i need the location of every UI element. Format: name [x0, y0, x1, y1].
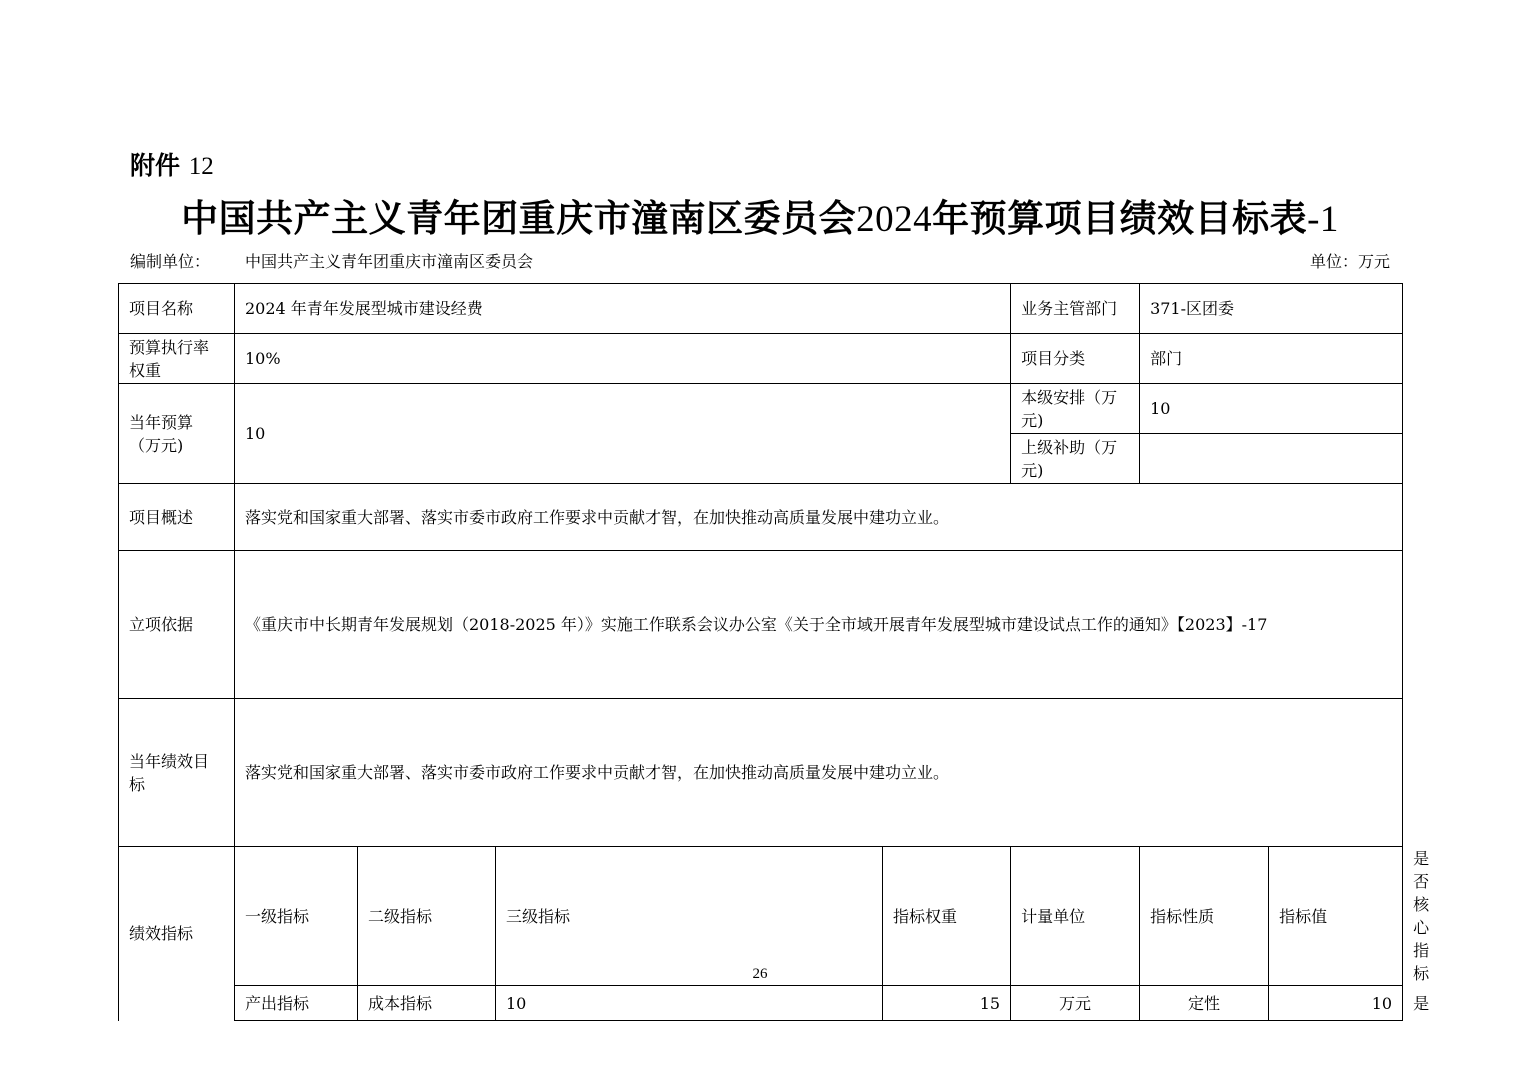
basis-value: 《重庆市中长期青年发展规划（2018-2025 年）》实施工作联系会议办公室《关于全市域开展青年发展型城市建设试点工作的通知》【2023】-17: [235, 551, 1403, 699]
title-year: 2024: [856, 199, 933, 240]
table-row: 产出指标 成本指标 10 15 万元 定性 10 是: [119, 986, 1403, 1021]
compile-unit-label: 编制单位：: [130, 252, 211, 271]
performance-target-table: [118, 283, 1430, 1021]
basis-label: 立项依据: [119, 551, 235, 699]
category-label: 项目分类: [1011, 334, 1140, 384]
indicator-header: 指标权重: [883, 847, 1011, 986]
page-number: 26: [752, 966, 768, 982]
overview-label: 项目概述: [119, 484, 235, 551]
overview-value: 落实党和国家重大部署、落实市委市政府工作要求中贡献才智，在加快推动高质量发展中建功立业。: [235, 484, 1403, 551]
indicator-header: 二级指标: [358, 847, 496, 986]
goal-label: 当年绩效目标: [119, 699, 235, 847]
indicator-cell: 万元: [1011, 986, 1140, 1021]
local-label: 本级安排（万元): [1011, 384, 1140, 434]
compile-unit-value: 中国共产主义青年团重庆市潼南区委员会: [245, 252, 534, 271]
row-basis: [119, 551, 1403, 699]
indicator-cell: 10: [1269, 986, 1403, 1021]
title-text: 年预算项目绩效目标表: [932, 196, 1308, 240]
project-name-value: 2024 年青年发展型城市建设经费: [235, 284, 1011, 334]
indicator-cell: 15: [883, 986, 1011, 1021]
row-exec-rate: [119, 334, 1403, 384]
attachment-number: 12: [188, 153, 214, 180]
project-name-label: 项目名称: [119, 284, 235, 334]
dept-label: 业务主管部门: [1011, 284, 1140, 334]
row-project-name: [119, 284, 1403, 334]
title-org: 中国共产主义青年团重庆市潼南区委员会: [181, 196, 857, 240]
indicator-cell: 成本指标: [358, 986, 496, 1021]
indicator-header: 指标值: [1269, 847, 1403, 986]
currency-unit-label: 单位：万元: [1309, 252, 1390, 271]
attachment-label: 附件 12: [130, 151, 214, 180]
document-title: [0, 188, 1520, 242]
category-value: 部门: [1140, 334, 1403, 384]
goal-value: 落实党和国家重大部署、落实市委市政府工作要求中贡献才智，在加快推动高质量发展中建功立业。: [235, 699, 1403, 847]
upper-value: [1140, 434, 1403, 484]
indicator-header: 计量单位: [1011, 847, 1140, 986]
indicator-cell: 定性: [1140, 986, 1269, 1021]
row-budget: [119, 384, 1403, 434]
indicator-cell: 产出指标: [235, 986, 358, 1021]
indicator-header: 指标性质: [1140, 847, 1269, 986]
indicator-header: 一级指标: [235, 847, 358, 986]
indicator-header-row: 绩效指标 一级指标 二级指标 三级指标 指标权重 计量单位 指标性质 指标值 是否核心指标: [119, 847, 1403, 986]
budget-label: 当年预算（万元): [119, 384, 235, 484]
title-suffix: -1: [1307, 199, 1339, 240]
upper-label: 上级补助（万元): [1011, 434, 1140, 484]
indicators-label: 绩效指标: [119, 847, 235, 1021]
exec-rate-value: 10%: [235, 334, 1011, 384]
indicator-cell: 10: [496, 986, 883, 1021]
dept-value: 371-区团委: [1140, 284, 1403, 334]
row-overview: [119, 484, 1403, 551]
indicator-header: 三级指标: [496, 847, 883, 986]
row-goal: [119, 699, 1403, 847]
budget-value: 10: [235, 384, 1011, 484]
local-value: 10: [1140, 384, 1403, 434]
exec-rate-label: 预算执行率权重: [119, 334, 235, 384]
